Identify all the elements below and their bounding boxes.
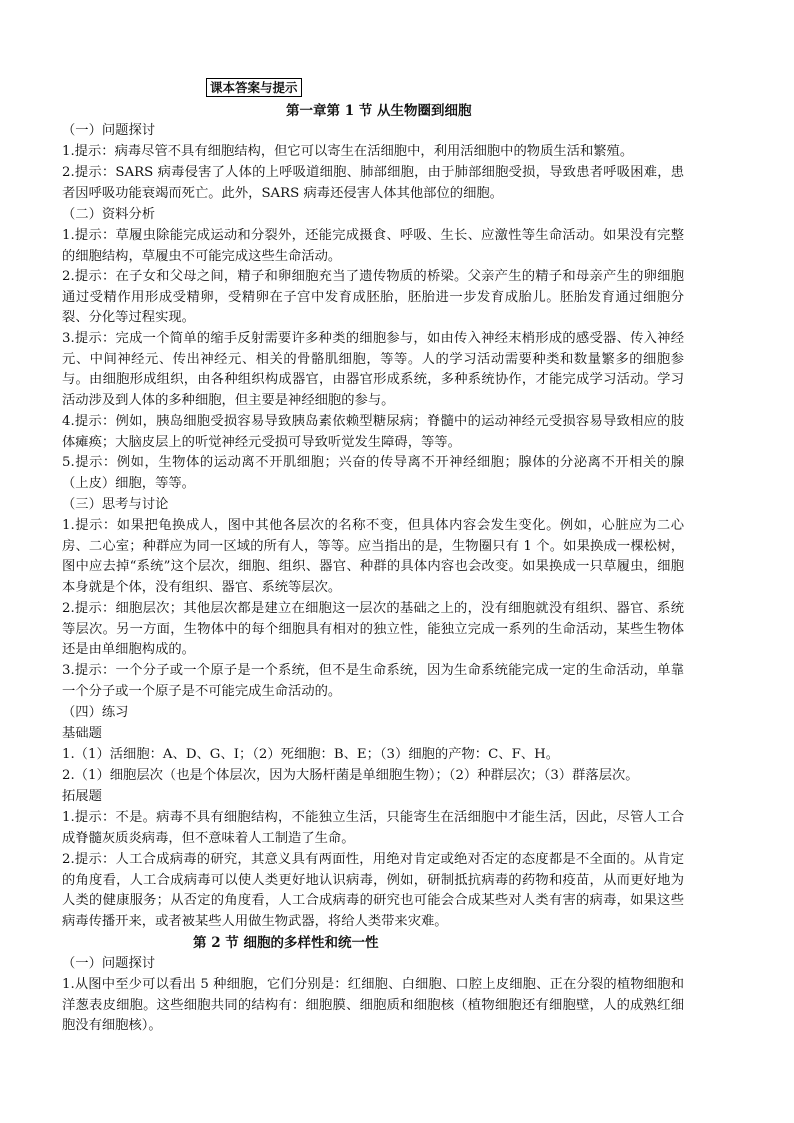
- heading-data-analysis: （二）资料分析: [62, 207, 156, 222]
- section-tag: 课本答案与提示: [206, 78, 302, 97]
- heading-exercises: （四）练习: [62, 705, 129, 720]
- answer-q2: 2.提示：SARS 病毒侵害了人体的上呼吸道细胞、肺部细胞，由于肺部细胞受损，导致患者呼吸困难，患者因呼吸功能衰竭而死亡。此外，SARS 病毒还侵害人体其他部位的细胞。: [62, 165, 684, 201]
- analysis-4: 4.提示：例如，胰岛细胞受损容易导致胰岛素依赖型糖尿病；脊髓中的运动神经元受损容易导致相应的肢体瘫痪；大脑皮层上的听觉神经元受损可导致听觉发生障碍，等等。: [62, 414, 684, 450]
- analysis-3: 3.提示：完成一个简单的缩手反射需要许多种类的细胞参与，如由传入神经末梢形成的感受器、传入神经元、中间神经元、传出神经元、相关的骨骼肌细胞，等等。人的学习活动需要种类和数量繁多的细胞参与。由细胞形成组织，由各种组织构成器官，由器官形成系统，多种系统协作，才能完成学习活动。学习活动涉及到人体的多种细胞，但主要是神经细胞的参与。: [62, 331, 684, 408]
- extension-answer-1: 1.提示：不是。病毒不具有细胞结构，不能独立生活，只能寄生在活细胞中才能生活，因此，尽管人工合成脊髓灰质炎病毒，但不意味着人工制造了生命。: [62, 810, 684, 846]
- discussion-1: 1.提示：如果把龟换成人，图中其他各层次的名称不变，但具体内容会发生变化。例如，心脏应为二心房、二心室；种群应为同一区域的所有人，等等。应当指出的是，生物圈只有 1 个。如果换成一棵松树，图中应去掉“系统”这个层次，细胞、组织、器官、种群的具体内容也会改变。如果换成一只草履虫，细胞本身就是个体，没有组织、器官、系统等层次。: [62, 518, 684, 595]
- heading-basic: 基础题: [62, 726, 102, 741]
- section2-title: 第 2 节 细胞的多样性和统一性: [193, 935, 379, 951]
- basic-answer-1: 1.（1）活细胞：A、D、G、I；（2）死细胞：B、E；（3）细胞的产物：C、F、H。: [62, 747, 559, 762]
- analysis-1: 1.提示：草履虫除能完成运动和分裂外，还能完成摄食、呼吸、生长、应激性等生命活动。如果没有完整的细胞结构，草履虫不可能完成这些生命活动。: [62, 228, 684, 264]
- heading-problem-discussion: （一）问题探讨: [62, 123, 156, 138]
- chapter-title: 第一章第 1 节 从生物圈到细胞: [286, 103, 472, 119]
- analysis-5: 5.提示：例如，生物体的运动离不开肌细胞；兴奋的传导离不开神经细胞；腺体的分泌离不开相关的腺（上皮）细胞，等等。: [62, 455, 684, 491]
- heading-extension: 拓展题: [62, 789, 102, 804]
- section2-heading-problem-discussion: （一）问题探讨: [62, 956, 156, 971]
- heading-think-discuss: （三）思考与讨论: [62, 497, 169, 512]
- analysis-2: 2.提示：在子女和父母之间，精子和卵细胞充当了遗传物质的桥梁。父亲产生的精子和母亲产生的卵细胞通过受精作用形成受精卵，受精卵在子宫中发育成胚胎，胚胎进一步发育成胎儿。胚胎发育通过细胞分裂、分化等过程实现。: [62, 269, 684, 326]
- discussion-3: 3.提示：一个分子或一个原子是一个系统，但不是生命系统，因为生命系统能完成一定的生命活动，单靠一个分子或一个原子是不可能完成生命活动的。: [62, 663, 684, 699]
- extension-answer-2: 2.提示：人工合成病毒的研究，其意义具有两面性，用绝对肯定或绝对否定的态度都是不全面的。从肯定的角度看，人工合成病毒可以使人类更好地认识病毒，例如，研制抵抗病毒的药物和疫苗，从而更好地为人类的健康服务；从否定的角度看，人工合成病毒的研究也可能会合成某些对人类有害的病毒，如果这些病毒传播开来，或者被某些人用做生物武器，将给人类带来灾难。: [62, 852, 684, 929]
- answer-q1: 1.提示：病毒尽管不具有细胞结构，但它可以寄生在活细胞中，利用活细胞中的物质生活和繁殖。: [62, 144, 634, 159]
- section2-answer-1: 1.从图中至少可以看出 5 种细胞，它们分别是：红细胞、白细胞、口腔上皮细胞、正在分裂的植物细胞和洋葱表皮细胞。这些细胞共同的结构有：细胞膜、细胞质和细胞核（植物细胞还有细胞壁，人的成熟红细胞没有细胞核）。: [62, 977, 684, 1034]
- basic-answer-2: 2.（1）细胞层次（也是个体层次，因为大肠杆菌是单细胞生物）；（2）种群层次；（3）群落层次。: [62, 768, 639, 783]
- discussion-2: 2.提示：细胞层次；其他层次都是建立在细胞这一层次的基础之上的，没有细胞就没有组织、器官、系统等层次。另一方面，生物体中的每个细胞具有相对的独立性，能独立完成一系列的生命活动，某些生物体还是由单细胞构成的。: [62, 601, 684, 658]
